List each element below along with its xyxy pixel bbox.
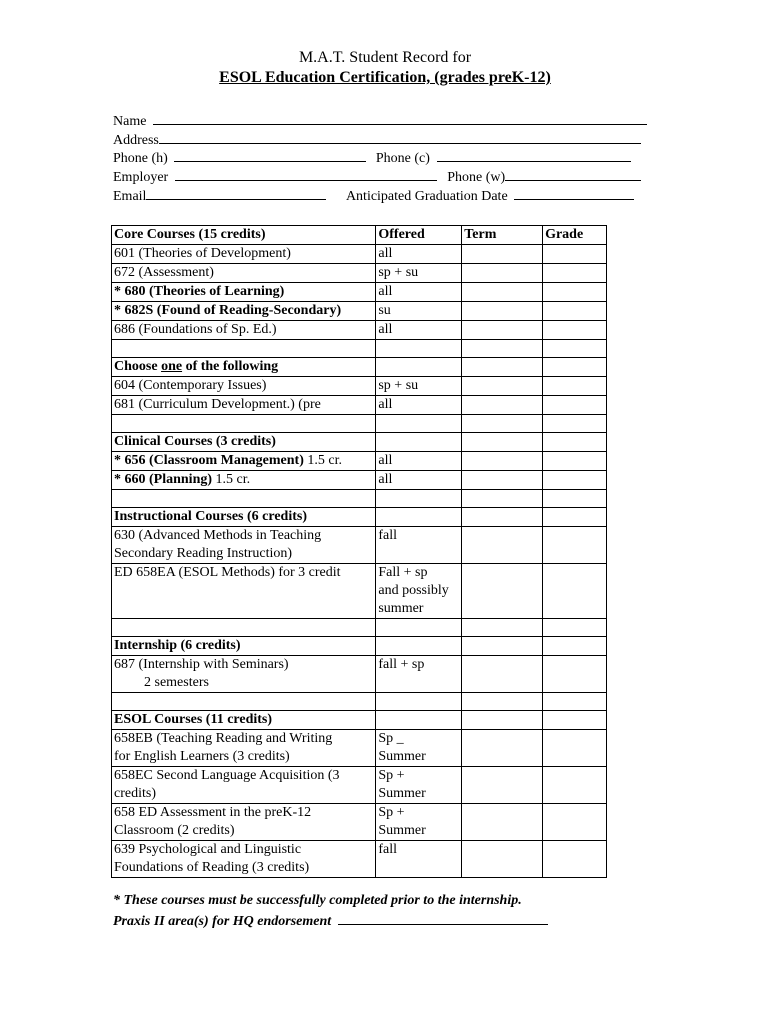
phone-row [113,148,631,168]
praxis-row [113,911,548,930]
offered-cell: Sp _ Summer [376,730,462,767]
grade-cell[interactable] [543,321,607,340]
form-subtitle: ESOL Education Certification, (grades preK-12) [219,69,551,86]
address-row [113,130,641,150]
offered-cell: all [376,471,462,490]
course-table [111,225,607,878]
internship-heading: Internship (6 credits) [112,637,376,656]
course-cell: 658EB (Teaching Reading and Writing for English Learners (3 credits) [112,730,376,767]
email-row [113,186,634,206]
offered-cell: fall [376,841,462,878]
course-cell: * 660 (Planning) 1.5 cr. [112,471,376,490]
offered-cell: sp + su [376,377,462,396]
course-cell: * 682S (Found of Reading-Secondary) [112,302,376,321]
grade-cell[interactable] [543,471,607,490]
phone-c-field[interactable] [437,148,631,162]
clinical-heading: Clinical Courses (3 credits) [112,433,376,452]
offered-cell: Fall + sp and possibly summer [376,564,462,619]
address-label: Address [113,133,159,148]
table-row [112,452,607,471]
table-row [112,283,607,302]
offered-cell: all [376,452,462,471]
course-cell: * 680 (Theories of Learning) [112,283,376,302]
section-row [112,637,607,656]
phone-h-label: Phone (h) [113,151,168,166]
table-row [112,302,607,321]
grade-cell[interactable] [543,730,607,767]
phone-c-label: Phone (c) [375,151,430,166]
term-cell[interactable] [462,804,543,841]
grade-cell[interactable] [543,245,607,264]
term-cell[interactable] [462,767,543,804]
spacer-row [112,693,607,711]
form-title: M.A.T. Student Record for [298,49,472,66]
offered-cell: Sp + Summer [376,767,462,804]
grade-cell[interactable] [543,804,607,841]
offered-cell: all [376,283,462,302]
spacer-row [112,340,607,358]
offered-cell: all [376,245,462,264]
term-cell[interactable] [462,527,543,564]
grade-cell[interactable] [543,452,607,471]
name-field[interactable] [153,111,647,125]
table-row [112,767,607,804]
email-label: Email [113,189,147,204]
table-row [112,264,607,283]
table-row [112,656,607,693]
spacer-row [112,619,607,637]
phone-w-label: Phone (w) [447,170,506,185]
praxis-label: Praxis II area(s) for HQ endorsement [113,914,332,929]
table-row [112,527,607,564]
term-cell[interactable] [462,471,543,490]
table-row [112,564,607,619]
term-cell[interactable] [462,283,543,302]
course-cell: 658EC Second Language Acquisition (3 credits) [112,767,376,804]
employer-label: Employer [113,170,169,185]
course-cell: 601 (Theories of Development) [112,245,376,264]
table-row [112,396,607,415]
term-cell[interactable] [462,377,543,396]
offered-cell: sp + su [376,264,462,283]
course-cell: * 656 (Classroom Management) 1.5 cr. [112,452,376,471]
phone-h-field[interactable] [174,148,366,162]
grade-cell[interactable] [543,656,607,693]
section-row [112,711,607,730]
spacer-row [112,490,607,508]
section-row [112,433,607,452]
offered-header: Offered [376,226,462,245]
table-row [112,245,607,264]
term-header: Term [462,226,543,245]
address-field[interactable] [159,130,641,144]
term-cell[interactable] [462,564,543,619]
offered-cell: fall + sp [376,656,462,693]
employer-field[interactable] [175,167,437,181]
course-cell: 604 (Contemporary Issues) [112,377,376,396]
course-cell: 681 (Curriculum Development.) (pre [112,396,376,415]
term-cell[interactable] [462,302,543,321]
grade-cell[interactable] [543,767,607,804]
table-row [112,321,607,340]
choose-heading: Choose one of the following [112,358,376,377]
course-cell: 687 (Internship with Seminars) 2 semesters [112,656,376,693]
term-cell[interactable] [462,841,543,878]
term-cell[interactable] [462,264,543,283]
praxis-field[interactable] [338,911,548,925]
term-cell[interactable] [462,321,543,340]
offered-cell: fall [376,527,462,564]
course-cell: ED 658EA (ESOL Methods) for 3 credit [112,564,376,619]
term-cell[interactable] [462,656,543,693]
name-row [113,111,647,131]
section-row [112,508,607,527]
employer-row [113,167,641,187]
table-row [112,841,607,878]
grade-cell[interactable] [543,396,607,415]
grade-cell[interactable] [543,377,607,396]
offered-cell: su [376,302,462,321]
grade-header: Grade [543,226,607,245]
grad-date-field[interactable] [514,186,634,200]
term-cell[interactable] [462,396,543,415]
course-cell: 630 (Advanced Methods in Teaching Secondary Reading Instruction) [112,527,376,564]
core-courses-header: Core Courses (15 credits) [112,226,376,245]
offered-cell: all [376,321,462,340]
course-cell: 672 (Assessment) [112,264,376,283]
grade-cell[interactable] [543,527,607,564]
grade-cell[interactable] [543,264,607,283]
term-cell[interactable] [462,730,543,767]
course-cell: 686 (Foundations of Sp. Ed.) [112,321,376,340]
instructional-heading: Instructional Courses (6 credits) [112,508,376,527]
section-row [112,358,607,377]
internship-note: * These courses must be successfully completed prior to the internship. [113,893,522,908]
table-row [112,377,607,396]
table-row [112,804,607,841]
course-cell: 639 Psychological and Linguistic Foundations of Reading (3 credits) [112,841,376,878]
grade-cell[interactable] [543,841,607,878]
name-label: Name [113,114,147,129]
grade-cell[interactable] [543,283,607,302]
course-cell: 658 ED Assessment in the preK-12 Classroom (2 credits) [112,804,376,841]
table-header-row [112,226,607,245]
phone-w-field[interactable] [505,167,641,181]
offered-cell: all [376,396,462,415]
term-cell[interactable] [462,245,543,264]
table-row [112,471,607,490]
table-row [112,730,607,767]
grad-date-label: Anticipated Graduation Date [345,189,508,204]
grade-cell[interactable] [543,564,607,619]
spacer-row [112,415,607,433]
offered-cell: Sp + Summer [376,804,462,841]
grade-cell[interactable] [543,302,607,321]
email-field[interactable] [146,186,326,200]
esol-heading: ESOL Courses (11 credits) [112,711,376,730]
term-cell[interactable] [462,452,543,471]
